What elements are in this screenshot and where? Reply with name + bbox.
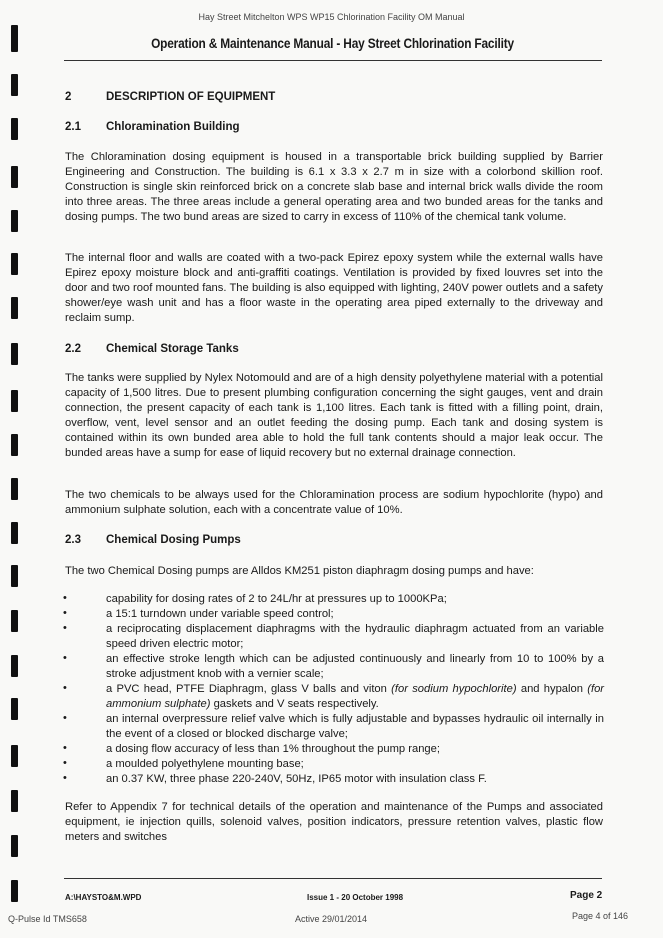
paragraph: The internal floor and walls are coated with a two-pack Epirez epoxy system while the external walls have Epirez epoxy moisture block and anti-graffiti coatings. Ventilation is provided by fixed louvres set into the door and two roof mounted fans. The building is also equipped with lighting, 240V power outlets and a safety shower/eye wash unit and has a floor waste in the operating area piped externally to the driveway and reclaim sump. (65, 252, 603, 324)
subsection-number: 2.3 (65, 534, 81, 546)
paragraph: The Chloramination dosing equipment is housed in a transportable brick building supplied by Barrier Engineering and Construction. The building is 6.1 x 3.3 x 2.7 m in size with a colorbond skillion roof. Construction is single skin reinforced brick on a concrete slab base and internal brick walls divide the room into three areas. The three areas include a general operating area and two bunded areas for the tanks and dosing pumps. The two bund areas are sized to carry in excess of 110% of the chemical tank volume. (65, 151, 603, 223)
bullet-marker: • (63, 757, 67, 769)
list-item-italic: (for sodium hypochlorite) (391, 683, 517, 695)
binder-mark (11, 790, 18, 812)
binder-mark (11, 745, 18, 767)
binder-mark (11, 698, 18, 720)
list-item: an 0.37 KW, three phase 220-240V, 50Hz, IP65 motor with insulation class F. (106, 773, 487, 785)
list-item: a dosing flow accuracy of less than 1% throughout the pump range; (106, 743, 440, 755)
subsection-title: Chemical Storage Tanks (106, 343, 239, 355)
list-item: an internal overpressure relief valve which is fully adjustable and bypasses hydraulic oil internally in the event of a closed or blocked discharge valve; (106, 713, 604, 740)
subsection-title: Chloramination Building (106, 121, 240, 133)
section-number: 2 (65, 91, 72, 103)
list-item: a reciprocating displacement diaphragms with the hydraulic diaphragm actuated from an variable speed driven electric motor; (106, 623, 604, 650)
binder-mark (11, 390, 18, 412)
bullet-marker: • (63, 622, 67, 634)
list-item-text: a PVC head, PTFE Diaphragm, glass V balls and viton (106, 683, 387, 695)
paragraph: The two Chemical Dosing pumps are Alldos KM251 piston diaphragm dosing pumps and have: (65, 565, 534, 577)
page-header-title: Operation & Maintenance Manual - Hay Street Chlorination Facility (151, 36, 514, 51)
bullet-marker: • (63, 742, 67, 754)
binder-mark (11, 880, 18, 902)
document-source-line: Hay Street Mitchelton WPS WP15 Chlorination Facility OM Manual (198, 12, 465, 22)
bullet-marker: • (63, 592, 67, 604)
page-of-total: Page 4 of 146 (572, 911, 629, 921)
header-rule (64, 60, 602, 61)
footer-filename: A:\HAYSTO&M.WPD (65, 893, 142, 902)
binder-mark (11, 655, 18, 677)
bullet-marker: • (63, 682, 67, 694)
subsection-number: 2.2 (65, 343, 81, 355)
bullet-marker: • (63, 652, 67, 664)
binder-mark (11, 253, 18, 275)
section-title: DESCRIPTION OF EQUIPMENT (106, 91, 276, 103)
binder-mark (11, 118, 18, 140)
list-item-text: and hypalon (520, 683, 583, 695)
binder-mark (11, 835, 18, 857)
footer-rule (64, 878, 602, 879)
binder-mark (11, 210, 18, 232)
binder-mark (11, 343, 18, 365)
binder-mark (11, 565, 18, 587)
bullet-marker: • (63, 607, 67, 619)
binder-mark (11, 74, 18, 96)
paragraph: Refer to Appendix 7 for technical details of the operation and maintenance of the Pumps and associated equipment, ie injection quills, solenoid valves, position indicators, pressure retention valves, plastic flow meters and switches (65, 801, 603, 843)
binder-mark (11, 610, 18, 632)
list-item: a moulded polyethylene mounting base; (106, 758, 304, 770)
paragraph: The tanks were supplied by Nylex Notomould and are of a high density polyethylene material with a potential capacity of 1,500 litres. Due to present plumbing configuration concerning the sight gauges, vent and drain connection, the present capacity of each tank is 1,100 litres. Each tank is fitted with a filling point, drain, overflow, vent, level sensor and an outlet feeding the dosing pump. Each tank and dosing system is contained within its own bunded area able to hold the full tank contents should a major leak occur. The bunded areas have a sump for ease of liquid recovery but no external drainage connection. (65, 372, 603, 459)
paragraph: The two chemicals to be always used for the Chloramination process are sodium hypochlorite (hypo) and ammonium sulphate solution, each with a concentrate value of 10%. (65, 489, 603, 516)
binder-mark (11, 478, 18, 500)
active-date: Active 29/01/2014 (295, 914, 368, 924)
binder-mark (11, 297, 18, 319)
binder-mark (11, 166, 18, 188)
list-item (106, 682, 604, 712)
footer-issue: Issue 1 - 20 October 1998 (307, 893, 404, 902)
list-item: a 15:1 turndown under variable speed control; (106, 608, 334, 620)
bullet-marker: • (63, 712, 67, 724)
binder-mark (11, 522, 18, 544)
list-item-italic: (for ammonium sulphate) (106, 683, 605, 710)
qpulse-id: Q-Pulse Id TMS658 (8, 914, 87, 924)
subsection-title: Chemical Dosing Pumps (106, 534, 241, 546)
binder-mark (11, 434, 18, 456)
binder-mark (11, 25, 18, 52)
list-item: an effective stroke length which can be adjusted continuously and linearly from 10 to 100% by a stroke adjustment knob with a vernier scale; (106, 653, 604, 680)
bullet-marker: • (63, 772, 67, 784)
footer-page-number: Page 2 (570, 890, 603, 901)
list-item: capability for dosing rates of 2 to 24L/hr at pressures up to 1000KPa; (106, 593, 447, 605)
list-item-text: gaskets and V seats respectively. (213, 698, 379, 710)
subsection-number: 2.1 (65, 121, 81, 133)
